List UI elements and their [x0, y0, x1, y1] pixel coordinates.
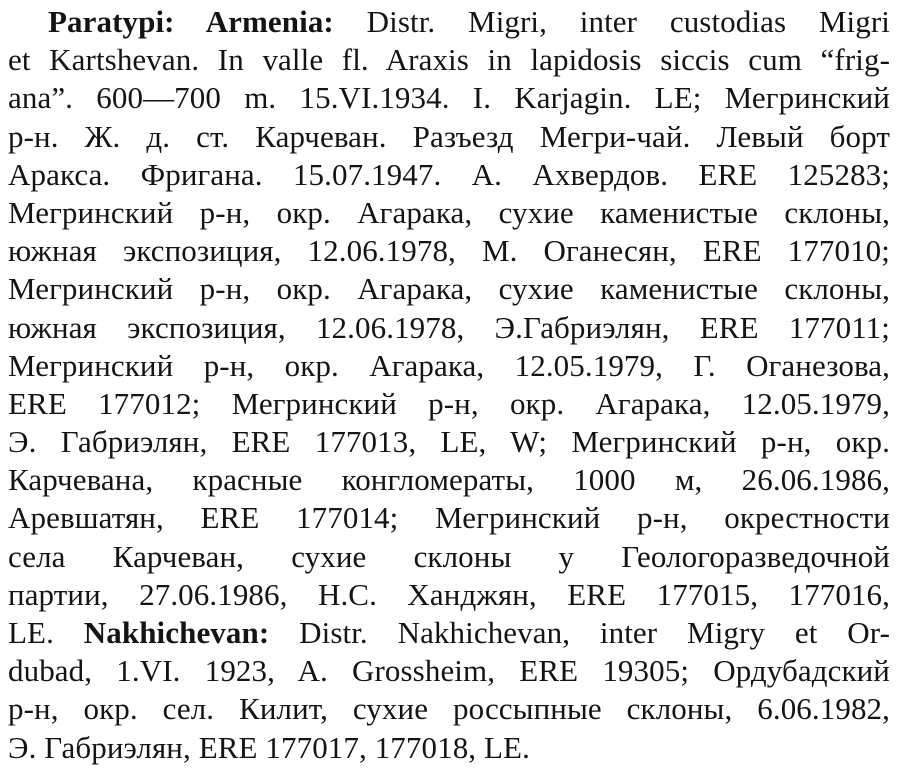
text-segment: южная экспозиция, 12.06.1978, Э.Габриэлян, ERE 177011; — [8, 309, 890, 345]
text-line-1 — [8, 3, 890, 41]
text-line-2 — [8, 41, 890, 79]
text-segment: Distr. Migri, inter custodias Migri — [333, 4, 890, 39]
text-line-20 — [8, 729, 890, 767]
text-line-6 — [8, 194, 890, 232]
text-segment: южная экспозиция, 12.06.1978, М. Оганесян, ERE 177010; — [8, 233, 890, 269]
text-segment: dubad, 1.VI. 1923, A. Grossheim, ERE 19305; Ордубадский — [8, 653, 890, 689]
text-line-16 — [8, 576, 890, 614]
text-segment: Distr. Nakhichevan, inter Migry et Or- — [269, 615, 890, 650]
text-segment: Карчевана, красные конгломераты, 1000 м, 26.06.1986, — [8, 462, 890, 498]
text-segment: Аревшатян, ERE 177014; Мегринский р-н, окрестности — [8, 500, 890, 536]
text-segment: р-н, окр. сел. Килит, сухие россыпные склоны, 6.06.1982, — [8, 691, 890, 727]
nakhichevan-heading: Nakhichevan: — [83, 615, 270, 650]
text-segment: Мегринский р-н, окр. Агарака, сухие каменистые склоны, — [8, 271, 890, 307]
text-line-7 — [8, 232, 890, 270]
text-segment: LE. — [8, 615, 84, 650]
text-segment: ana”. 600—700 m. 15.VI.1934. I. Karjagin. LE; Мегринский — [8, 80, 890, 116]
paratypi-armenia-heading: Paratypi: Armenia: — [48, 4, 334, 39]
text-line-17 — [8, 614, 890, 652]
text-segment: Э. Габриэлян, ERE 177013, LE, W; Мегринский р-н, окр. — [8, 424, 890, 460]
text-segment: партии, 27.06.1986, Н.С. Ханджян, ERE 177015, 177016, — [8, 576, 890, 612]
text-segment: р-н. Ж. д. ст. Карчеван. Разъезд Мегри-чай. Левый борт — [8, 118, 890, 154]
text-segment: села Карчеван, сухие склоны у Геологоразведочной — [8, 538, 890, 574]
text-line-8 — [8, 270, 890, 308]
text-line-10 — [8, 347, 890, 385]
text-line-5 — [8, 156, 890, 194]
text-segment: Э. Габриэлян, ERE 177017, 177018, LE. — [8, 729, 530, 765]
text-line-11 — [8, 385, 890, 423]
text-segment: ERE 177012; Мегринский р-н, окр. Агарака, 12.05.1979, — [8, 385, 890, 421]
text-line-15 — [8, 538, 890, 576]
text-line-18 — [8, 652, 890, 690]
text-line-12 — [8, 423, 890, 461]
text-line-3 — [8, 79, 890, 117]
text-segment: et Kartshevan. In valle fl. Araxis in lapidosis siccis cum “frig- — [8, 42, 890, 78]
text-segment: Аракса. Фригана. 15.07.1947. А. Ахвердов. ERE 125283; — [8, 156, 890, 192]
text-line-14 — [8, 499, 890, 537]
text-segment: Мегринский р-н, окр. Агарака, сухие каменистые склоны, — [8, 194, 890, 230]
text-line-19 — [8, 690, 890, 728]
text-segment: Мегринский р-н, окр. Агарака, 12.05.1979, Г. Оганезова, — [8, 347, 890, 383]
text-line-13 — [8, 461, 890, 499]
text-line-9 — [8, 309, 890, 347]
text-line-4 — [8, 118, 890, 156]
